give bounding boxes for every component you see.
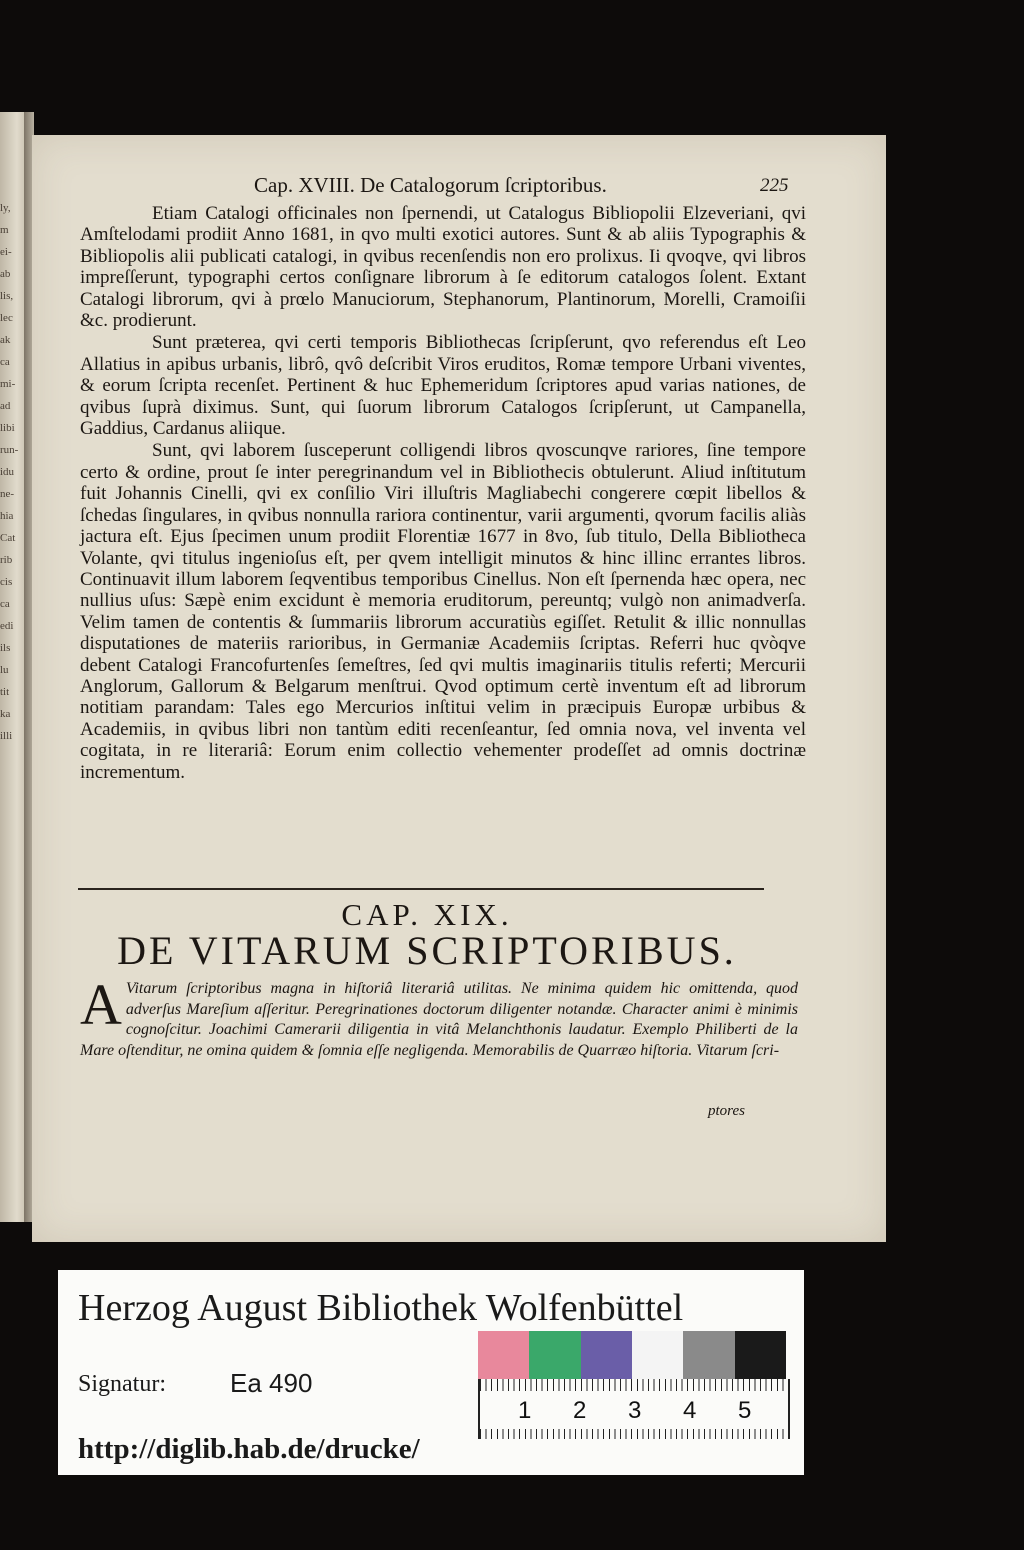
- facing-page-fragment: ca: [0, 598, 10, 610]
- facing-page-fragment: cis: [0, 576, 13, 588]
- signatur-label: Signatur:: [78, 1371, 166, 1397]
- body-text: [80, 203, 806, 783]
- facing-page-fragment: run-: [0, 444, 19, 456]
- paragraph: Etiam Catalogi officinales non ſpernendi, ut Catalogus Bibliopolii Elzeveriani, qvi Amſtelodami prodiit Anno 1681, in qvo multi exotici autores. Sunt & ab aliis Typographis & Bibliopolis alii publicati catalogi, in qvibus recenſendis non ero prolixus. Ii qvoqve, qvi libros impreſſerunt, typographi certos conſignare librorum à ſe editorum catalogos ſolent. Extant Catalogi librorum, qvi à prœlo Manuciorum, Stephanorum, Plantinorum, Morelli, Cramoiſii &c. prodierunt.: [80, 203, 806, 332]
- color-swatch: [581, 1331, 632, 1379]
- facing-page-fragment: m: [0, 224, 9, 236]
- facing-page-fragment: ad: [0, 400, 11, 412]
- color-swatch: [683, 1331, 734, 1379]
- facing-page-fragment: Cat: [0, 532, 16, 544]
- facing-page-fragment: edi: [0, 620, 14, 632]
- ruler-scale: [478, 1379, 790, 1439]
- paragraph: Sunt, qvi laborem ſusceperunt colligendi libros qvoscunqve rariores, ſine tempore certo & ordine, prout ſe inter peregrinandum vel in Bibliothecis obtulerunt. Aliud inſtitutum fuit Johannis Cinelli, qvi ex conſilio Viri illuſtris Magliabechi congerere cœpit libellos & ſchedas ſingulares, in qvibus nonnulla rariora continentur, varii argumenti, qvorum facilis aliàs jactura eſt. Ejus ſpecimen unum prodiit Florentiæ 1677 in 8vo, ſub titulo, Della Bibliotheca Volante, qvi titulus ingenioſus eſt, per qvem intelligit minutos & hinc illinc errantes libros. Continuavit illum laborem ſeqventibus temporibus Cinellus. Non eſt ſpernenda hæc opera, nec nullius uſus: Sæpè enim excidunt è memoria eruditorum, pereuntq; vulgò non animadverſa. Velim tamen de contentis & ſummariis librorum accuratiùs egiſſet. Retulit & illic nonnullas disputationes de materiis rarioribus, in Germaniæ Academiis ſcriptas. Referri huc qvòqve debent Catalogi Francofurtenſes ſemeſtres, ſed qvi multis imaginariis titulis referti; Mercurii Anglorum, Gallorum & Belgarum menſtrui. Qvod optimum certè inventum eſt ad librorum notitiam parandam: Tales ego Mercurios inſtitui velim in præcipuis Europæ urbibus & Academiis, in qvibus libri non tantùm editi recenſeantur, ſed omnia nova, vel inventa vel cogitata, in re literariâ: Eorum enim collectio vehementer prodeſſet ad omnis doctrinæ incrementum.: [80, 440, 806, 783]
- library-name: Herzog August Bibliothek Wolfenbüttel: [78, 1287, 684, 1329]
- facing-page-fragment: ne-: [0, 488, 15, 500]
- facing-page-fragment: ab: [0, 268, 11, 280]
- ruler-number: 2: [573, 1397, 587, 1424]
- facing-page-fragment: ca: [0, 356, 10, 368]
- page-number: 225: [760, 175, 789, 196]
- facing-page-fragment: lis,: [0, 290, 14, 302]
- facing-page-fragment: ei-: [0, 246, 12, 258]
- facing-page-fragment: illi: [0, 730, 13, 742]
- section-divider: [78, 888, 764, 890]
- page-header: [32, 173, 886, 203]
- facing-page-fragment: tit: [0, 686, 10, 698]
- ruler-ticks-top: [480, 1379, 788, 1391]
- facing-page-fragment: ka: [0, 708, 11, 720]
- color-swatch: [735, 1331, 786, 1379]
- ruler-number: 4: [683, 1397, 697, 1424]
- paragraph: Sunt præterea, qvi certi temporis Bibliothecas ſcripſerunt, qvo referendus eſt Leo Allatius in apibus urbanis, librô, qvô deſcribit Viros eruditos, Romæ tempore Urbani viventes, & eorum ſcripta recenſet. Pertinent & huc Ephemeridum ſcriptores apud varias nationes, de qvibus ſuprà diximus. Sunt, qui ſuorum librorum Catalogos ſcripſerunt, ut Campanella, Gaddius, Cardanus aliique.: [80, 332, 806, 440]
- facing-page-fragment: lu: [0, 664, 9, 676]
- color-swatch: [478, 1331, 529, 1379]
- facing-page-fragment: hia: [0, 510, 14, 522]
- facing-page-fragment: libi: [0, 422, 15, 434]
- facing-page-fragment: ak: [0, 334, 11, 346]
- catchword: ptores: [708, 1103, 745, 1119]
- facing-page-fragment: mi-: [0, 378, 16, 390]
- summary-text: Vitarum ſcriptoribus magna in hiſtoriâ literariâ utilitas. Ne minima quidem hic omittenda, quod adverſus Mareſium aſſeritur. Peregrinationes doctorum diligenter notandæ. Character animi è minimis cognoſcitur. Joachimi Camerarii diligentia in vitâ Melanchthonis laudatur. Exemplo Philiberti de la Mare oſtenditur, ne omina quidem & ſomnia eſſe negligenda. Memorabilis de Quarræo hiſtoria. Vitarum ſcri-: [80, 980, 798, 1059]
- ruler-ticks-bottom: [480, 1429, 788, 1439]
- left-page-edge: [0, 112, 24, 1222]
- signatur-value: Ea 490: [230, 1368, 313, 1398]
- ruler-number: 5: [738, 1397, 752, 1424]
- color-swatch: [529, 1331, 580, 1379]
- facing-page-fragment: idu: [0, 466, 15, 478]
- drop-cap: A: [80, 972, 122, 1037]
- ruler-number: 1: [518, 1397, 532, 1424]
- chapter-summary: [80, 972, 798, 1061]
- book-page: [32, 135, 886, 1242]
- library-label-card: [58, 1270, 804, 1475]
- color-calibration-strip: [478, 1331, 786, 1379]
- library-url: http://diglib.hab.de/drucke/: [78, 1433, 420, 1465]
- chapter-title: DE VITARUM SCRIPTORIBUS.: [117, 928, 737, 973]
- running-head: Cap. XVIII. De Catalogorum ſcriptoribus.: [254, 173, 607, 197]
- ruler-number: 3: [628, 1397, 642, 1424]
- facing-page-fragment: ly,: [0, 202, 11, 214]
- facing-page-fragment: lec: [0, 312, 13, 324]
- facing-page-fragment: rib: [0, 554, 13, 566]
- color-swatch: [632, 1331, 683, 1379]
- chapter-label: CAP. XIX.: [341, 897, 513, 932]
- facing-page-fragment: ils: [0, 642, 11, 654]
